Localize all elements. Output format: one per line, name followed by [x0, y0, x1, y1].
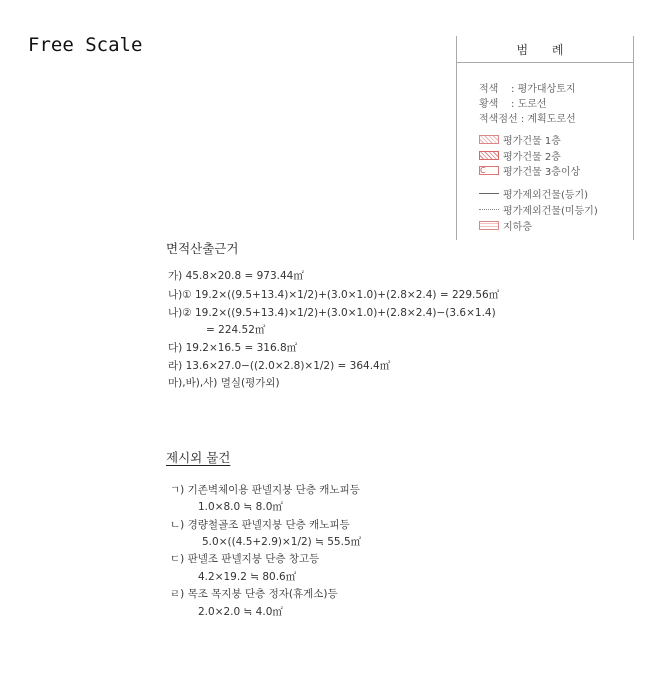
excluded-section-heading: 제시외 물건: [166, 450, 231, 465]
outline-swatch-icon: C: [479, 166, 499, 175]
area-line: = 224.52㎡: [206, 324, 266, 336]
dotted-line-swatch-icon: [479, 209, 499, 210]
legend-item-label: 평가제외건물(미등기): [503, 206, 598, 217]
excluded-line: ㄱ) 기존벽체이용 판넬지붕 단층 캐노피등: [170, 484, 360, 496]
crosshatch-swatch-icon: [479, 151, 499, 160]
legend-value: 평가대상토지: [517, 84, 576, 95]
area-section-heading: 면적산출근거: [166, 241, 239, 256]
legend-sep: :: [511, 99, 515, 110]
legend-item-excluded-registered: [479, 186, 588, 201]
legend-entry-red-dotted: [479, 110, 576, 125]
legend-value: 계획도로선: [527, 114, 576, 125]
excluded-line: 2.0×2.0 ≒ 4.0㎡: [198, 606, 283, 618]
legend-entry-red: [479, 80, 576, 95]
legend-item-floor2: [479, 148, 561, 163]
legend-sep: :: [511, 84, 515, 95]
legend-key: 적색: [479, 84, 499, 95]
scale-label: Free Scale: [28, 34, 143, 56]
legend-item-label: 평가건물 1층: [503, 136, 561, 147]
legend-box: [456, 36, 634, 240]
legend-key: 황색: [479, 99, 499, 110]
excluded-line: 1.0×8.0 ≒ 8.0㎡: [198, 501, 283, 513]
legend-sep: :: [520, 114, 525, 125]
legend-item-label: 평가제외건물(등기): [503, 190, 589, 201]
excluded-line: ㄹ) 목조 목지붕 단층 정자(휴게소)등: [170, 588, 338, 600]
hatch-swatch-icon: [479, 135, 499, 144]
excluded-line: ㄴ) 경량철골조 판넬지붕 단층 캐노피등: [170, 519, 350, 531]
legend-item-label: 평가건물 2층: [503, 152, 561, 163]
legend-value: 도로선: [517, 99, 547, 110]
legend-item-basement: [479, 218, 532, 233]
area-line: 나)② 19.2×((9.5+13.4)×1/2)+(3.0×1.0)+(2.8×2.4)−(3.6×1.4): [168, 307, 496, 319]
basement-swatch-icon: [479, 221, 499, 230]
legend-item-excluded-unregistered: [479, 202, 598, 217]
excluded-line: 4.2×19.2 ≒ 80.6㎡: [198, 571, 297, 583]
legend-title: 범 례: [457, 36, 633, 63]
excluded-line: ㄷ) 판넬조 판넬지붕 단층 창고등: [170, 553, 320, 565]
area-line: 가) 45.8×20.8 = 973.44㎡: [168, 270, 304, 282]
legend-item-floor1: [479, 132, 561, 147]
legend-item-label: 지하층: [503, 222, 532, 233]
area-line: 다) 19.2×16.5 = 316.8㎡: [168, 342, 298, 354]
legend-item-floor3: [479, 163, 580, 178]
legend-item-label: 평가건물 3층이상: [503, 167, 581, 178]
area-line: 나)① 19.2×((9.5+13.4)×1/2)+(3.0×1.0)+(2.8×2.4) = 229.56㎡: [168, 289, 500, 301]
area-line: 마),바),사) 멸실(평가외): [168, 377, 280, 389]
excluded-line: 5.0×((4.5+2.9)×1/2) ≒ 55.5㎡: [202, 536, 362, 548]
legend-entry-yellow: [479, 95, 547, 110]
area-line: 라) 13.6×27.0−((2.0×2.8)×1/2) = 364.4㎡: [168, 360, 391, 372]
solid-line-swatch-icon: [479, 193, 499, 194]
legend-key: 적색점선: [479, 114, 518, 125]
